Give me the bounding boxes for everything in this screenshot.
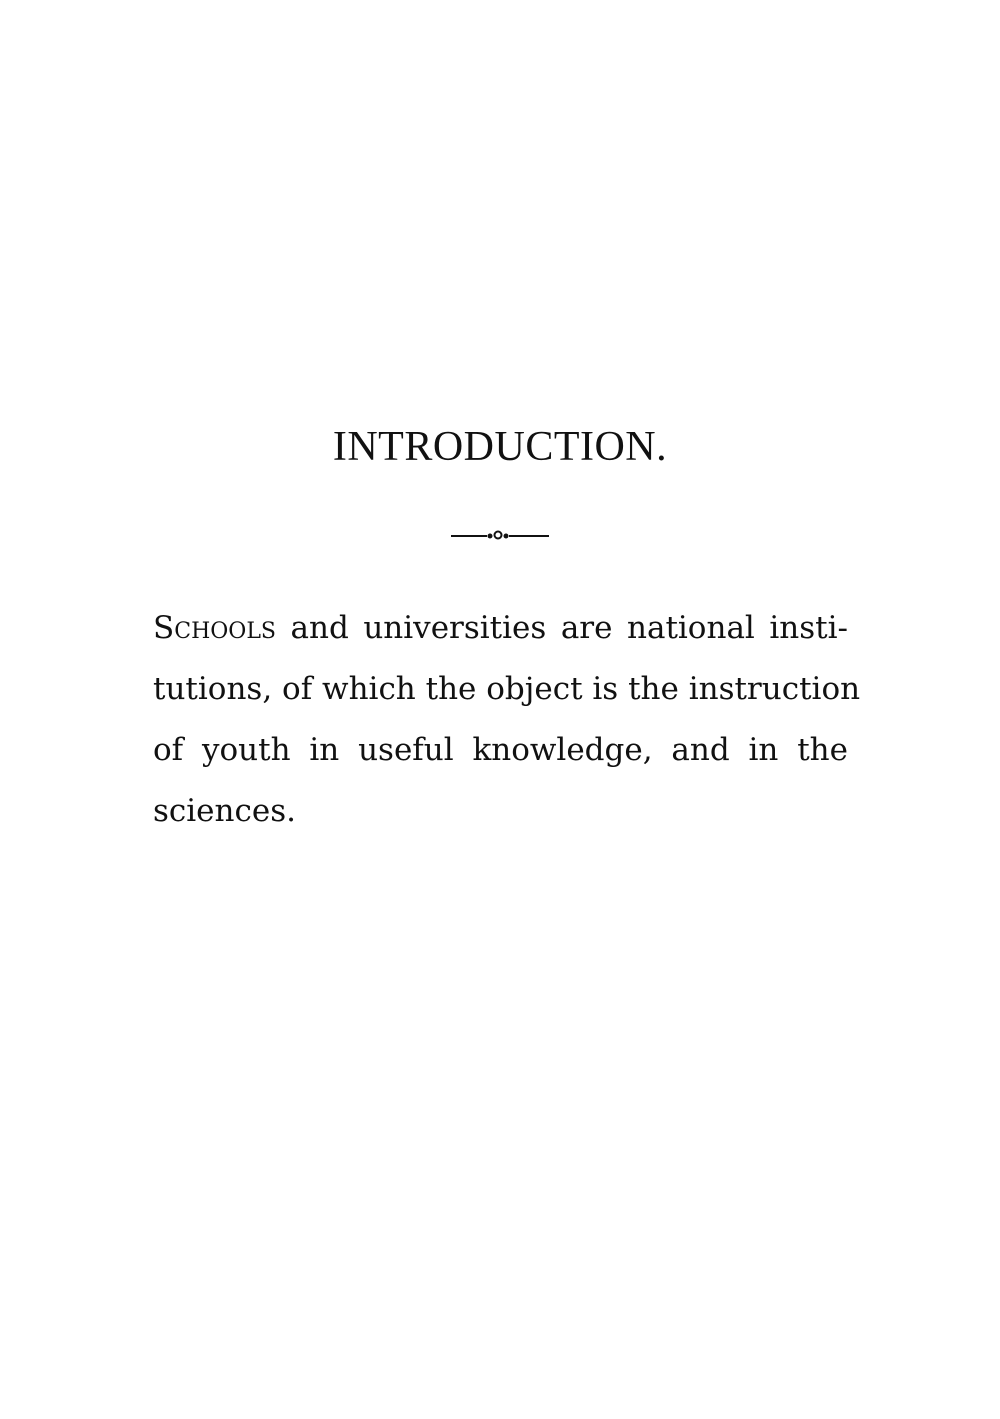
paragraph-line-3: of youth in useful knowledge, and in the <box>153 732 848 768</box>
ornament-rule <box>449 527 551 543</box>
ornament-rule-icon <box>449 527 551 543</box>
paragraph-line-2: tutions, of which the object is the instruction <box>153 671 861 707</box>
chapter-heading: INTRODUCTION. <box>332 424 668 470</box>
paragraph-first-word: Schools <box>153 610 277 646</box>
paragraph-line-4: sciences. <box>153 793 296 829</box>
paragraph-line-1 <box>153 598 848 659</box>
paragraph-line-1-rest: and universities are national insti- <box>276 610 848 646</box>
intro-paragraph <box>153 598 861 842</box>
